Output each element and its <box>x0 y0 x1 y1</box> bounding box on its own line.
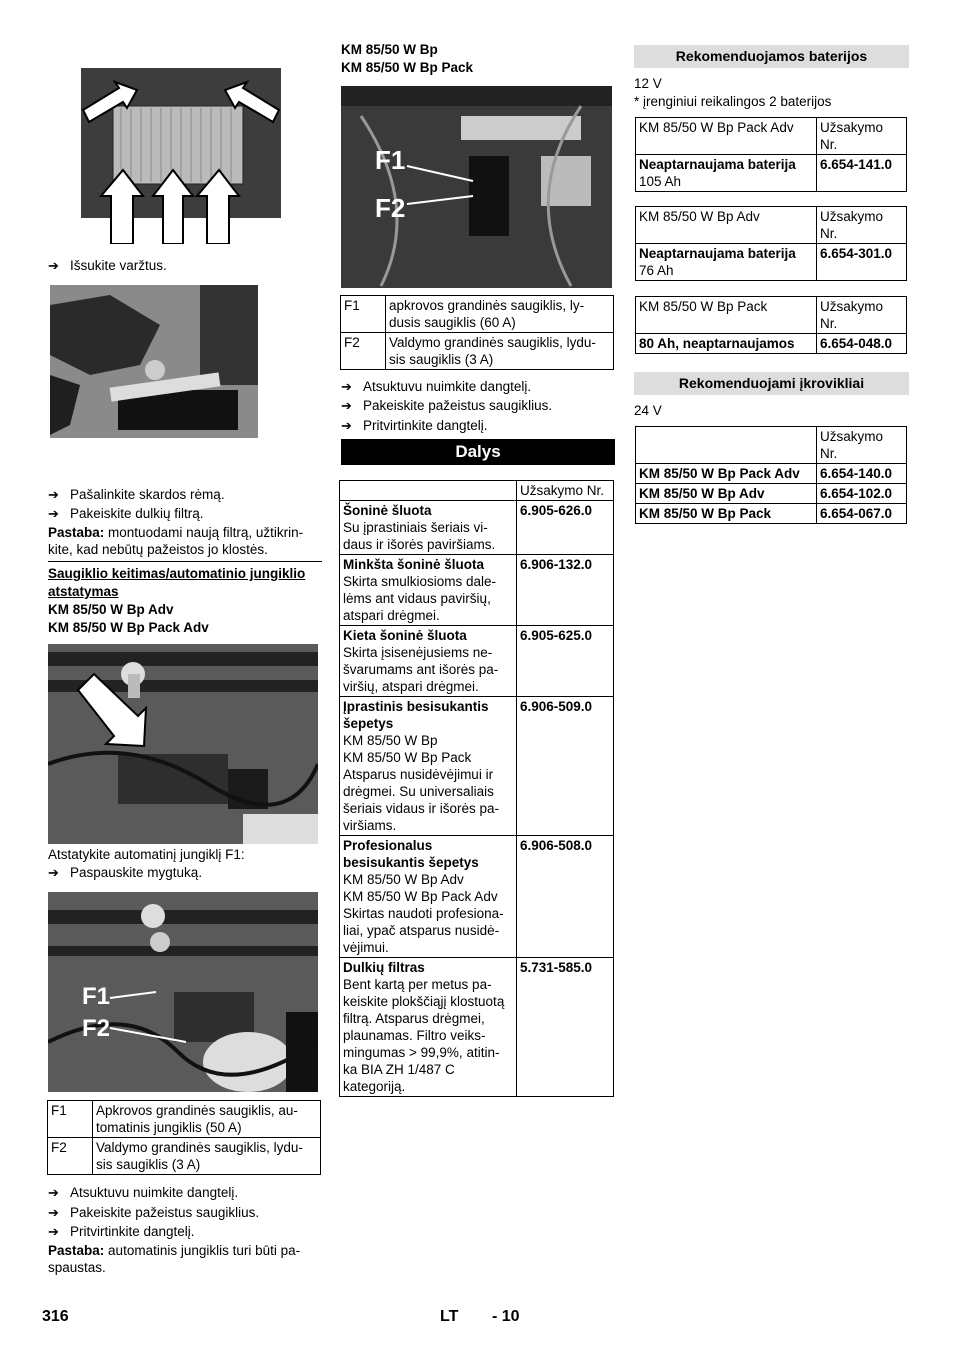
note-breaker: Pastaba: automatinis jungiklis turi būti pa- spaustas. <box>48 1243 301 1275</box>
battery-table-adv <box>635 206 907 281</box>
arrow-icon: ➔ <box>48 1205 59 1220</box>
table-row: KM 85/50 W Bp Pack Adv Užsakymo Nr. <box>636 118 907 155</box>
fuse-photo-standard <box>341 86 612 288</box>
table-row: F1 Apkrovos grandinės saugiklis, au- tomatinis jungiklis (50 A) <box>48 1101 321 1138</box>
table-row: Neaptarnaujama baterija 105 Ah 6.654-141.0 <box>636 155 907 192</box>
photo-label-f1: F1 <box>375 145 406 175</box>
step-replace-filter: ➔ Pakeiskite dulkių filtrą. <box>48 506 204 521</box>
table-row: F1 apkrovos grandinės saugiklis, ly- dusis saugiklis (60 A) <box>341 296 614 333</box>
filter-photo <box>81 68 281 244</box>
step-unscrew: ➔ Išsukite varžtus. <box>48 258 167 273</box>
table-row: Neaptarnaujama baterija 76 Ah 6.654-301.0 <box>636 244 907 281</box>
table-row: KM 85/50 W Bp Pack Užsakymo Nr. <box>636 297 907 334</box>
arrow-icon: ➔ <box>48 506 59 521</box>
page-number: 316 <box>42 1308 69 1325</box>
step-unscrew-cover: ➔ Atsuktuvu nuimkite dangtelį. <box>48 1185 239 1200</box>
table-row: Šoninė šluota Su įprastiniais šeriais vi- daus ir išorės paviršiams. 6.905-626.0 <box>340 501 614 555</box>
breaker-photo <box>48 644 318 844</box>
reset-instruction: Atstatykite automatinį jungiklį F1: <box>48 847 245 862</box>
arrow-icon: ➔ <box>48 1185 59 1200</box>
table-row: Įprastinis besisukantis šepetys KM 85/50 W Bp KM 85/50 W Bp Pack Atsparus nusidėvėjimui ir drėgmei. Su universaliais šeriais vidaus ir išorės pa- viršiams. 6.906-509.0 <box>340 697 614 836</box>
batteries-title: Rekomenduojamos baterijos <box>634 45 909 68</box>
arrow-icon: ➔ <box>341 398 352 413</box>
photo-label-f1: F1 <box>82 983 111 1010</box>
table-row: F2 Valdymo grandinės saugiklis, lydu- sis saugiklis (3 A) <box>341 333 614 370</box>
table-row: Kieta šoninė šluota Skirta įsisenėjusiems ne- švarumams ant išorės pa- viršių, atspari drėgmei. 6.905-625.0 <box>340 626 614 697</box>
battery-table-pack-adv <box>635 117 907 192</box>
table-header: Užsakymo Nr. <box>340 481 614 501</box>
note-filter: Pastaba: montuodami naują filtrą, užtikrin- kite, kad nebūtų pažeistos jo klostės. <box>48 525 304 557</box>
arrow-icon: ➔ <box>341 418 352 433</box>
table-row: Profesionalus besisukantis šepetys KM 85/50 W Bp Adv KM 85/50 W Bp Pack Adv Skirtas naudoti profesiona- liai, ypač atsparus nusidė- vėjimui. 6.906-508.0 <box>340 836 614 958</box>
step-press-button: ➔ Paspauskite mygtuką. <box>48 865 203 880</box>
table-row: F2 Valdymo grandinės saugiklis, lydu- sis saugiklis (3 A) <box>48 1138 321 1175</box>
sub-page-number: - 10 <box>492 1308 520 1325</box>
photo-label-f2: F2 <box>82 1015 111 1042</box>
language-code: LT <box>440 1308 459 1325</box>
table-header: Užsakymo Nr. <box>636 427 907 464</box>
fuse-photo-adv <box>48 892 318 1092</box>
battery-note: * įrenginiui reikalingos 2 baterijos <box>634 94 832 109</box>
divider <box>48 561 322 562</box>
table-row: KM 85/50 W Bp Adv Užsakymo Nr. <box>636 207 907 244</box>
step-replace-fuses: ➔ Pakeiskite pažeistus saugiklius. <box>341 398 553 413</box>
arrow-icon: ➔ <box>48 258 59 273</box>
chargers-title: Rekomenduojami įkrovikliai <box>634 372 909 395</box>
parts-table <box>339 480 614 1097</box>
model-heading: KM 85/50 W Bp KM 85/50 W Bp Pack <box>341 42 474 75</box>
table-row: Minkšta šoninė šluota Skirta smulkiosioms dale- lėms ant vidaus paviršių, atspari drėgmei. 6.906-132.0 <box>340 555 614 626</box>
photo-label-f2: F2 <box>375 193 406 223</box>
charger-table <box>635 426 907 524</box>
battery-table-pack <box>635 296 907 354</box>
step-fasten-cover: ➔ Pritvirtinkite dangtelį. <box>48 1224 195 1239</box>
step-fasten-cover: ➔ Pritvirtinkite dangtelį. <box>341 418 488 433</box>
arrow-icon: ➔ <box>48 865 59 880</box>
table-row: 80 Ah, neaptarnaujamos 6.654-048.0 <box>636 334 907 354</box>
fuse-table-standard <box>340 295 614 370</box>
step-remove-frame: ➔ Pašalinkite skardos rėmą. <box>48 487 225 502</box>
table-row: KM 85/50 W Bp Pack 6.654-067.0 <box>636 504 907 524</box>
step-replace-fuses: ➔ Pakeiskite pažeistus saugiklius. <box>48 1205 260 1220</box>
arrow-icon: ➔ <box>48 487 59 502</box>
fuse-table-adv <box>47 1100 321 1175</box>
step-unscrew-cover: ➔ Atsuktuvu nuimkite dangtelį. <box>341 379 532 394</box>
table-row: KM 85/50 W Bp Pack Adv 6.654-140.0 <box>636 464 907 484</box>
parts-title: Dalys <box>341 439 615 465</box>
arrow-icon: ➔ <box>341 379 352 394</box>
battery-voltage: 12 V <box>634 76 662 91</box>
section-heading-fuse: Saugiklio keitimas/automatinio jungiklio atstatymas KM 85/50 W Bp Adv KM 85/50 W Bp Pack Adv <box>48 566 306 635</box>
table-row: Dulkių filtras Bent kartą per metus pa- keiskite plokščiąjį klostuotą filtrą. Atsparus drėgmei, plaunamas. Filtro veiks- mingumas > 99,9%, atitin- ka BIA ZH 1/487 C kategoriją. 5.731-585.0 <box>340 958 614 1097</box>
filter-replace-photo <box>50 285 258 438</box>
arrow-icon: ➔ <box>48 1224 59 1239</box>
charger-voltage: 24 V <box>634 403 662 418</box>
table-row: KM 85/50 W Bp Adv 6.654-102.0 <box>636 484 907 504</box>
